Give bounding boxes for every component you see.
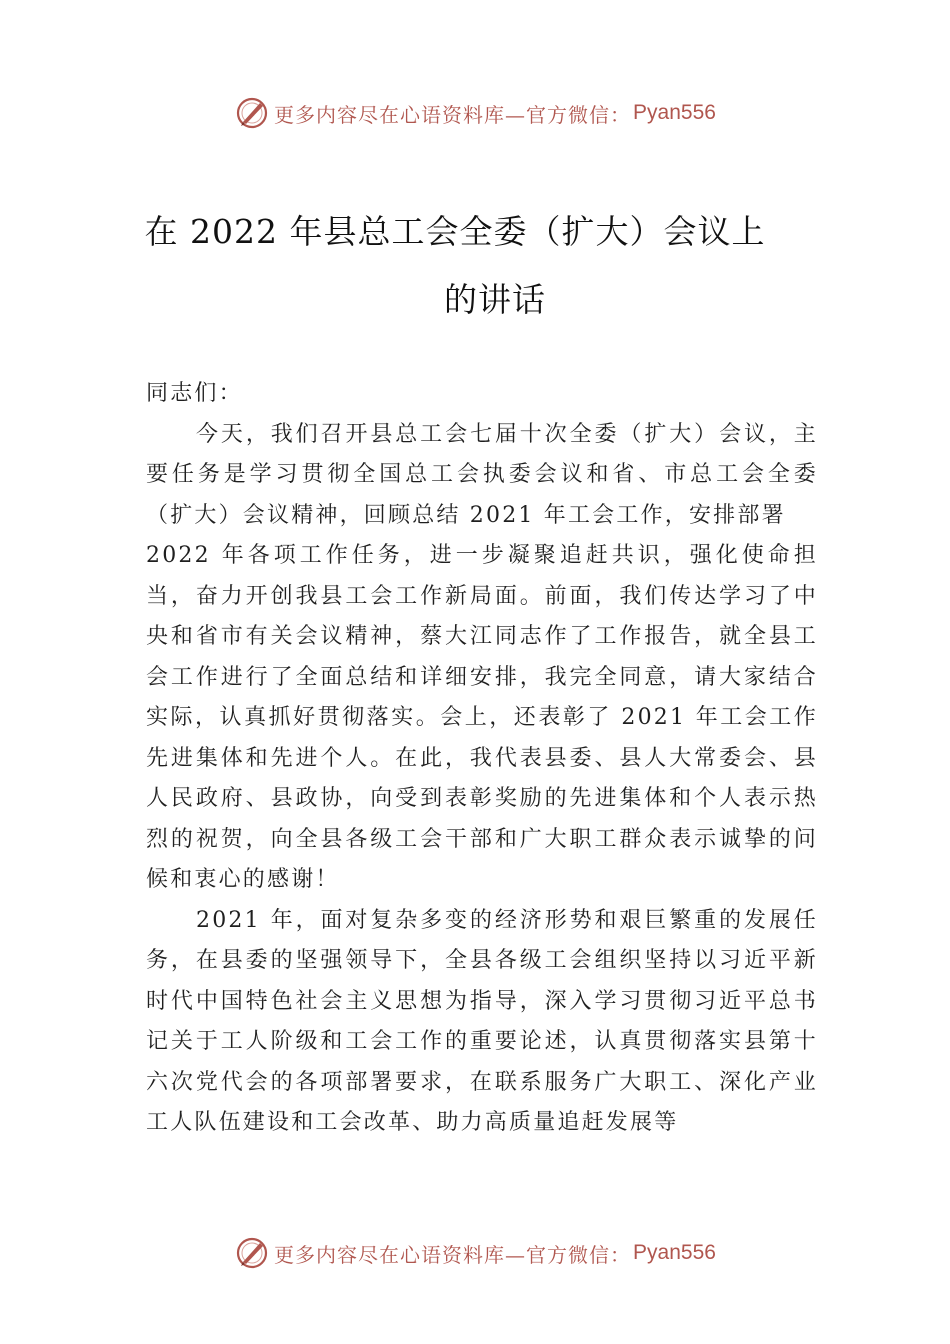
watermark-text: 更多内容尽在心语资料库—官方微信： [274,1242,632,1267]
title-line-2: 的讲话 [444,280,546,319]
quill-logo-icon [234,1235,270,1271]
title-line-1: 在 2022 年县总工会全委（扩大）会议上 [144,212,766,251]
watermark-wechat-id: Pyan556 [633,1241,716,1264]
watermark-wechat-id: Pyan556 [633,101,716,124]
quill-logo-icon [234,95,270,131]
paragraph-2: 2021 年，面对复杂多变的经济形势和艰巨繁重的发展任务，在县委的坚强领导下，全县各级工会组织坚持以习近平新时代中国特色社会主义思想为指导，深入学习贯彻习近平总书记关于工人阶级和工会工作的重要论述，认真贯彻落实县第十六次党代会的各项部署要求，在联系服务广大职工、深化产业工人队伍建设和工会改革、助力高质量追赶发展等 [146,907,818,1135]
document-title [0,198,950,334]
footer-watermark [0,1233,950,1273]
paragraph-1-part-2: 2022 年各项工作任务，进一步凝聚追赶共识，强化使命担当，奋力开创我县工会工作新局面。前面，我们传达学习了中央和省市有关会议精神，蔡大江同志作了工作报告，就全县工会工作进行了全面总结和详细安排，我完全同意，请大家结合实际，认真抓好贯彻落实。会上，还表彰了 2021 年工会工作先进集体和先进个人。在此，我代表县委、县人大常委会、县人民政府、县政协，向受到表彰奖励的先进集体和个人表示热烈的祝贺，向全县各级工会干部和广大职工群众表示诚挚的问候和衷心的感谢！ [146,543,818,892]
header-watermark [0,93,950,133]
paragraph-1-part-1: 今天，我们召开县总工会七届十次全委（扩大）会议，主要任务是学习贯彻全国总工会执委会议和省、市总工会全委（扩大）会议精神，回顾总结 2021 年工会工作，安排部署 [146,421,818,528]
salutation: 同志们： [146,381,243,406]
document-body [146,374,818,1144]
watermark-text: 更多内容尽在心语资料库—官方微信： [274,102,632,127]
